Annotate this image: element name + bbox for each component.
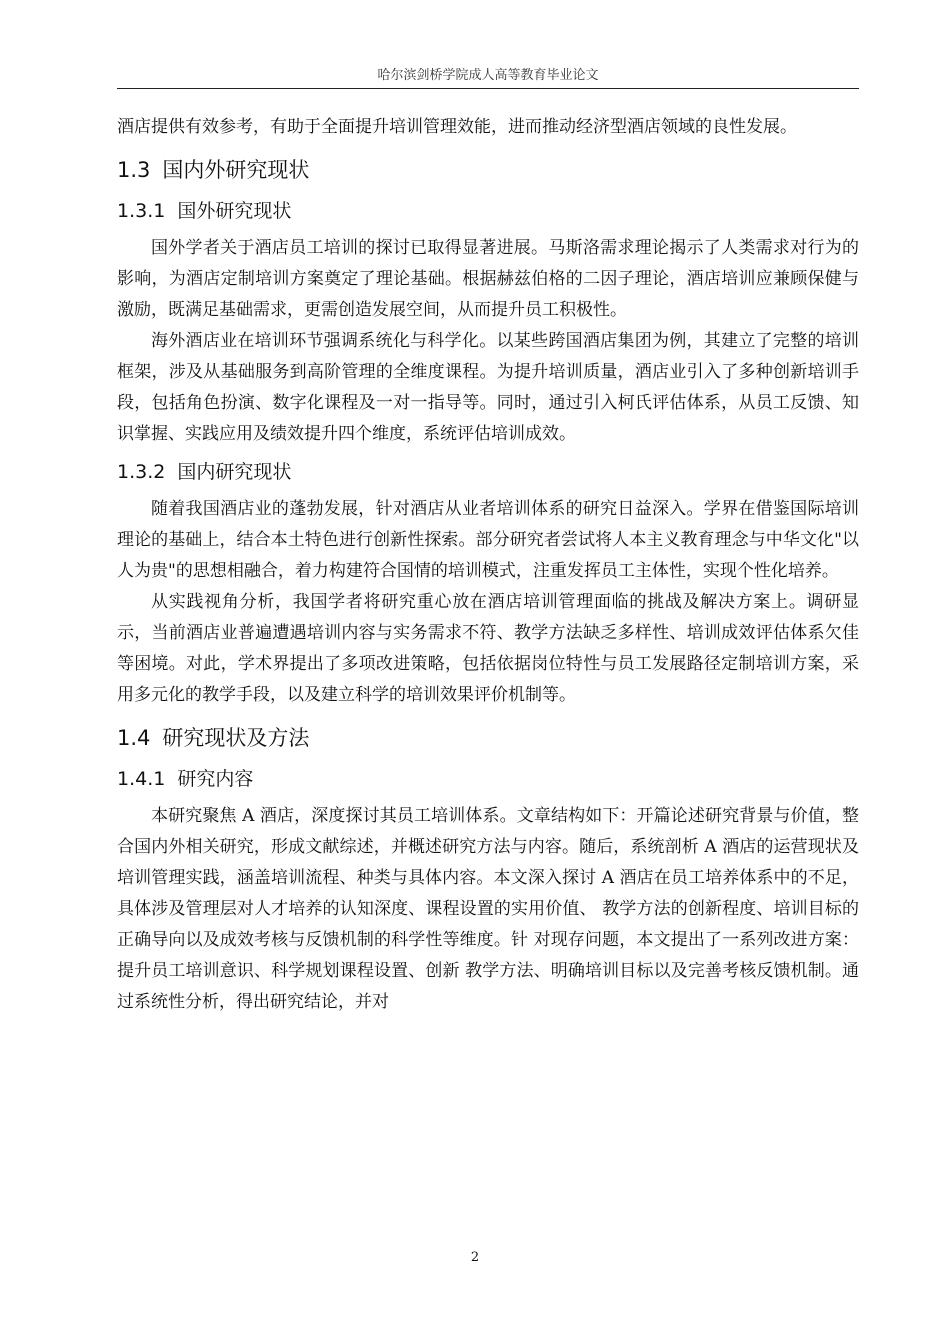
section-heading-1-3: [117, 153, 859, 187]
document-body: [117, 112, 859, 1018]
paragraph: 本研究聚焦 A 酒店，深度探讨其员工培训体系。文章结构如下：开篇论述研究背景与价值，整合国内外相关研究，形成文献综述，并概述研究方法与内容。随后，系统剖析 A 酒店的运营现状及培训管理实践，涵盖培训流程、种类与具体内容。本文深入探讨 A 酒店在员工培养体系中的不足，具体涉及管理层对人才培养的认知深度、课程设置的实用价值、 教学方法的创新程度、培训目标的正确导向以及成效考核与反馈机制的科学性等维度。针 对现存问题，本文提出了一系列改进方案：提升员工培训意识、科学规划课程设置、创新 教学方法、明确培训目标以及完善考核反馈机制。通过系统性分析，得出研究结论，并对: [117, 806, 859, 1012]
paragraph: 从实践视角分析，我国学者将研究重心放在酒店培训管理面临的挑战及解决方案上。调研显示，当前酒店业普遍遭遇培训内容与实务需求不符、教学方法缺乏多样性、培训成效评估体系欠佳等困境。对此，学术界提出了多项改进策略，包括依据岗位特性与员工发展路径定制培训方案，采用多元化的教学手段，以及建立科学的培训效果评价机制等。: [117, 592, 859, 705]
header-rule: [117, 88, 859, 89]
section-number: 1.4: [117, 726, 151, 750]
intro-continuation-paragraph: 酒店提供有效参考，有助于全面提升培训管理效能，进而推动经济型酒店领域的良性发展。: [117, 117, 797, 137]
subsection-title: 国内研究现状: [177, 461, 292, 483]
section-number: 1.3: [117, 158, 151, 182]
section-title: 国内外研究现状: [162, 158, 310, 182]
subsection-heading-1-3-2: [117, 456, 859, 488]
subsection-title: 国外研究现状: [177, 200, 292, 222]
subsection-number: 1.3.2: [117, 461, 166, 483]
subsection-title: 研究内容: [177, 768, 254, 790]
paragraph: 国外学者关于酒店员工培训的探讨已取得显著进展。马斯洛需求理论揭示了人类需求对行为的影响，为酒店定制培训方案奠定了理论基础。根据赫兹伯格的二因子理论，酒店培训应兼顾保健与激励，既满足基础需求，更需创造发展空间，从而提升员工积极性。: [117, 238, 859, 320]
paragraph: 随着我国酒店业的蓬勃发展，针对酒店从业者培训体系的研究日益深入。学界在借鉴国际培训理论的基础上，结合本土特色进行创新性探索。部分研究者尝试将人本主义教育理念与中华文化"以人为贵"的思想相融合，着力构建符合国情的培训模式，注重发挥员工主体性，实现个性化培养。: [117, 499, 859, 581]
subsection-heading-1-3-1: [117, 195, 859, 227]
subsection-number: 1.3.1: [117, 200, 166, 222]
section-title: 研究现状及方法: [162, 726, 310, 750]
section-heading-1-4: [117, 721, 859, 755]
paragraph: 海外酒店业在培训环节强调系统化与科学化。以某些跨国酒店集团为例，其建立了完整的培训框架，涉及从基础服务到高阶管理的全维度课程。为提升培训质量，酒店业引入了多种创新培训手段，包括角色扮演、数字化课程及一对一指导等。同时，通过引入柯氏评估体系，从员工反馈、知识掌握、实践应用及绩效提升四个维度，系统评估培训成效。: [117, 331, 859, 444]
page-number: 2: [470, 1250, 480, 1265]
running-header: 哈尔滨剑桥学院成人高等教育毕业论文: [377, 68, 599, 83]
subsection-number: 1.4.1: [117, 768, 166, 790]
subsection-heading-1-4-1: [117, 763, 859, 795]
